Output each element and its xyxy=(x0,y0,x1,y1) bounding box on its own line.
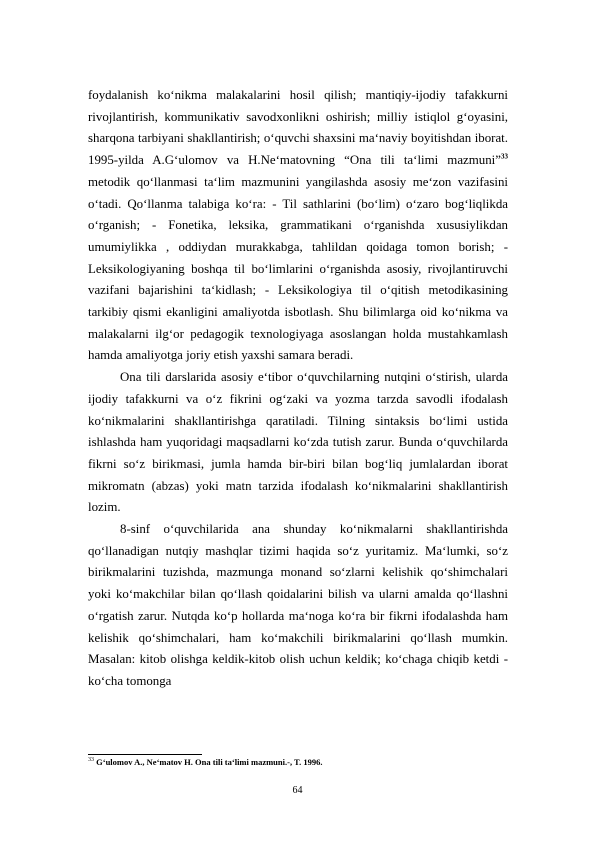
paragraph-1-text-end: metodik qo‘llanmasi ta‘lim mazmunini yangilashda asosiy me‘zon vazifasini o‘tadi. Qo‘llanma talabiga ko‘ra: - Til sathlarini (bo‘lim) o‘zaro bog‘liqlikda o‘rganish; - Fonetika, leksika, grammatikani o‘rganishda xususiylikdan umumiylikka , oddiydan murakkabga, tahlildan qoidaga tomon borish; -Leksikologiyaning boshqa til bo‘limlarini o‘rganishda asosiy, rivojlantiruvchi vazifani bajarishini ta‘kidlash; - Leksikologiya til o‘qitish metodikasining tarkibiy qismi ekanligini amaliyotda isbotlash. Shu bilimlarga oid ko‘nikma va malakalarni ilg‘or pedagogik texnologiyaga asoslangan holda mustahkamlash hamda amaliyotga joriy etish yaxshi samara beradi. xyxy=(88,174,508,363)
footnote-reference[interactable]: 33 xyxy=(501,152,508,161)
footnote-text: G‘ulomov A., Ne‘matov H. Ona tili ta‘limi mazmuni.-, T. 1996. xyxy=(94,757,323,767)
paragraph-1 xyxy=(88,85,508,367)
footnote-separator xyxy=(88,754,202,755)
footnote xyxy=(88,757,508,768)
footnote-number: 33 xyxy=(88,757,94,764)
paragraph-2: Ona tili darslarida asosiy e‘tibor o‘quvchilarning nutqini o‘stirish, ularda ijodiy tafakkurni va o‘z fikrini og‘zaki va yozma tarzda savodli ifodalash ko‘nikmalarini shakllantirishga qaratiladi. Tilning sintaksis bo‘limi ustida ishlashda ham yuqoridagi maqsadlarni ko‘zda tutish zarur. Bunda o‘quvchilarda fikrni so‘z birikmasi, jumla hamda bir-biri bilan bog‘liq jumlalardan iborat mikromatn (abzas) yoki matn tarzida ifodalash ko‘nikmalarini shakllantirish lozim. xyxy=(88,370,508,515)
paragraph-3: 8-sinf o‘quvchilarida ana shunday ko‘nikmalarni shakllantirishda qo‘llanadigan nutqiy mashqlar tizimi haqida so‘z yuritamiz. Ma‘lumki, so‘z birikmalarini tuzishda, mazmunga monand so‘zlarni kelishik qo‘shimchalari yoki ko‘makchilar bilan qo‘llash qoidalarini bilish va ularni amalda qo‘llashni o‘rgatish zarur. Nutqda ko‘p hollarda ma‘noga ko‘ra bir fikrni ifodalashda ham kelishik qo‘shimchalari, ham ko‘makchili birikmalarini qo‘llash mumkin. Masalan: kitob olishga keldik-kitob olish uchun keldik; ko‘chaga chiqib ketdi - ko‘cha tomonga xyxy=(88,522,508,688)
page-body xyxy=(88,85,508,693)
page-number: 64 xyxy=(292,785,303,796)
paragraph-1-text-start: foydalanish ko‘nikma malakalarini hosil qilish; mantiqiy-ijodiy tafakkurni rivojlantirish, kommunikativ savodxonlikni oshirish; milliy istiqlol g‘oyasini, sharqona tarbiyani shakllantirish; o‘quvchi shaxsini ma‘naviy boyitishdan iborat. 1995-yilda A.G‘ulomov va H.Ne‘matovning “Ona tili ta‘limi mazmuni” xyxy=(88,88,508,168)
